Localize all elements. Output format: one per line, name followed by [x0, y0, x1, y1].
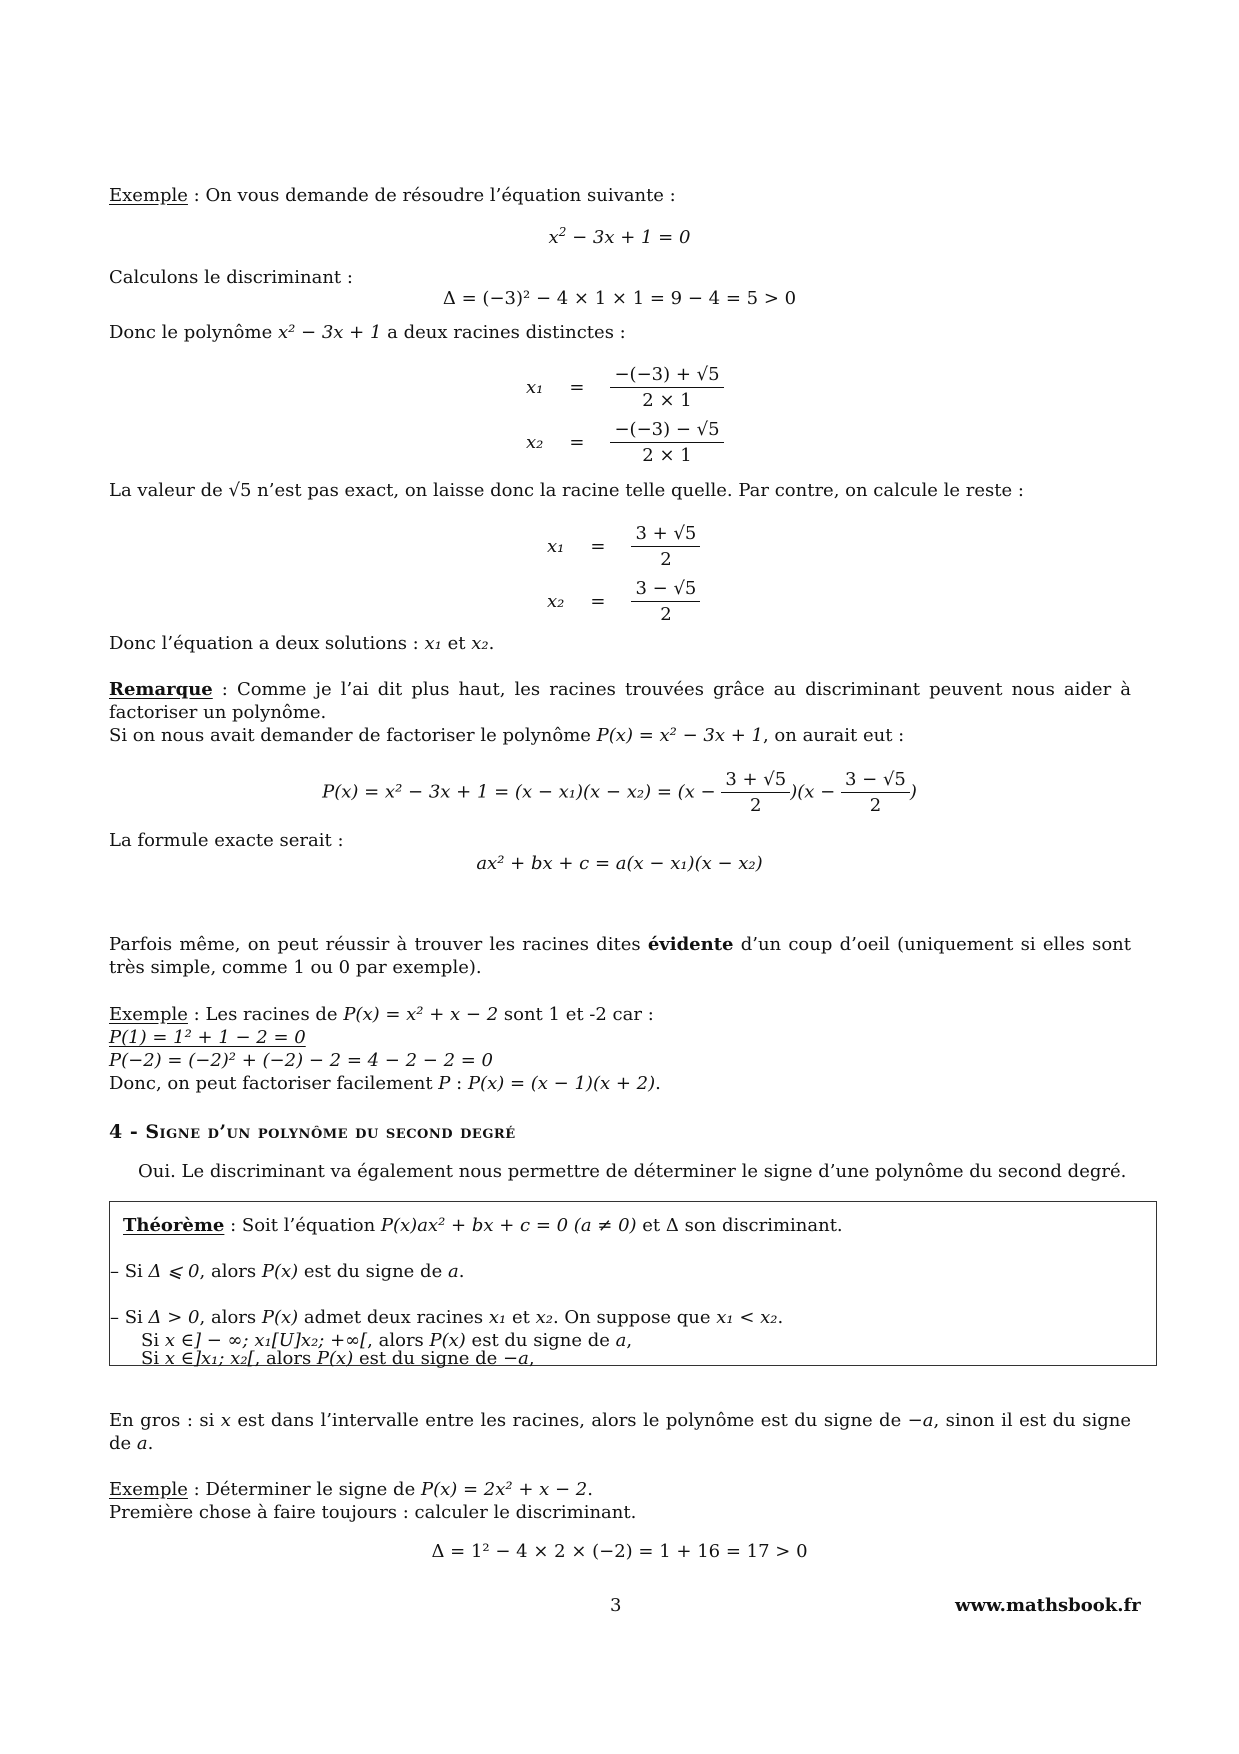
item1-b: , alors	[199, 1261, 262, 1282]
section-title: 4 - Signe d’un polynôme du second degré	[109, 1121, 516, 1143]
simplified-roots-table	[541, 519, 706, 629]
item2-px: P(x)	[261, 1307, 299, 1328]
item2-cond: Δ > 0	[148, 1307, 200, 1328]
conclusion-x1: x₁	[424, 633, 442, 654]
sqrt5-text-b: n’est pas exact, on laisse donc la racine telle quelle. Par contre, on calcule le reste :	[251, 480, 1024, 501]
sqrt5-text-a: La valeur de	[109, 480, 229, 501]
root-x2-name: x₂	[526, 432, 544, 453]
sub1-a: Si	[141, 1330, 165, 1351]
theorem-label: Théorème	[123, 1215, 225, 1236]
simpl-x2-row	[541, 574, 706, 629]
factor-frac-2-den: 2	[869, 795, 882, 816]
theorem-subitem-2	[141, 1348, 535, 1369]
factor-frac-2	[841, 768, 910, 817]
item2-c: admet deux racines	[298, 1307, 489, 1328]
root-x1-denominator: 2 × 1	[642, 390, 692, 411]
example2-line1-text: P(1) = 1² + 1 − 2 = 0	[109, 1027, 306, 1048]
evident-text-b: d’un coup d’oeil (uniquement si elles sont très simple, comme 1 ou 0 par exemple).	[109, 934, 1131, 978]
simpl-x1-name: x₁	[547, 536, 565, 557]
factor-right: )	[909, 781, 917, 803]
item2-ineq: x₁ < x₂	[716, 1307, 778, 1328]
roots-intro	[109, 321, 1131, 344]
factor-frac-1	[721, 768, 790, 817]
remark-factor-intro	[109, 724, 1131, 747]
summary-a-var: a	[136, 1433, 148, 1454]
example3-intro	[109, 1478, 1131, 1501]
example1-conclusion	[109, 632, 1131, 655]
sub2-set: x ∈]x₁; x₂[	[164, 1348, 255, 1369]
summary-neg-a: −a	[907, 1410, 934, 1431]
simpl-x1-denominator: 2	[660, 549, 672, 570]
item1-cond: Δ ⩽ 0	[148, 1261, 200, 1282]
simpl-x2-numerator: 3 − √5	[631, 577, 700, 602]
simpl-x2-name: x₂	[547, 591, 565, 612]
theorem-text-b: et Δ son discriminant.	[636, 1215, 843, 1236]
example-label: Exemple	[109, 185, 188, 206]
example2-label: Exemple	[109, 1004, 188, 1025]
summary-end: .	[147, 1433, 154, 1454]
factor-left: P(x) = x² − 3x + 1 = (x − x₁)(x − x₂) = (x −	[322, 781, 722, 803]
example2-line3-p: P	[438, 1073, 451, 1094]
sub2-var: −a	[503, 1348, 529, 1369]
root-x1-name: x₁	[526, 377, 544, 398]
roots-intro-a: Donc le polynôme	[109, 322, 278, 343]
root-x2-denominator: 2 × 1	[642, 445, 692, 466]
example3-label: Exemple	[109, 1479, 188, 1500]
example2-intro-a: : Les racines de	[187, 1004, 344, 1025]
sub1-set: x ∈] − ∞; x₁[U]x₂; +∞[	[164, 1330, 368, 1351]
simpl-x2-fraction	[631, 577, 700, 626]
page-number: 3	[610, 1595, 622, 1616]
item1-dash: – Si	[110, 1261, 149, 1282]
calc-intro: Calculons le discriminant :	[109, 267, 353, 288]
example2-intro-b: sont 1 et -2 car :	[498, 1004, 654, 1025]
simpl-x1-numerator: 3 + √5	[631, 522, 700, 547]
conclusion-text: Donc l’équation a deux solutions :	[109, 633, 425, 654]
example3-poly: P(x) = 2x² + x − 2	[420, 1479, 588, 1500]
factor-frac-2-num: 3 − √5	[841, 768, 910, 793]
factor-mid: )(x −	[790, 781, 841, 803]
theorem-equation: P(x)ax² + bx + c = 0 (a ≠ 0)	[380, 1215, 637, 1236]
sqrt5-symbol: √5	[228, 480, 252, 501]
item2-dash: – Si	[110, 1307, 149, 1328]
evident-text-a: Parfois même, on peut réussir à trouver les racines dites	[109, 934, 648, 955]
example2-line3-b: :	[450, 1073, 468, 1094]
example2-line3-a: Donc, on peut factoriser facilement	[109, 1073, 439, 1094]
summary-paragraph	[109, 1409, 1131, 1455]
sub2-px: P(x)	[316, 1348, 354, 1369]
theorem-box	[109, 1201, 1157, 1369]
evident-bold: évidente	[647, 934, 734, 955]
root-x1-eq: =	[569, 377, 585, 398]
example2-intro	[109, 1003, 1131, 1026]
example2-line2: P(−2) = (−2)² + (−2) − 2 = 4 − 2 − 2 = 0	[109, 1050, 494, 1071]
roots-formula-table	[520, 360, 730, 470]
theorem-item-2	[110, 1306, 783, 1329]
factor-intro-b: , on aurait eut :	[762, 725, 905, 746]
item1-c: est du signe de	[298, 1261, 448, 1282]
item1-end: .	[458, 1261, 465, 1282]
summary-b: est dans l’intervalle entre les racines, alors le polynôme est du signe de	[230, 1410, 908, 1431]
theorem-text-a: : Soit l’équation	[224, 1215, 381, 1236]
sub2-end: ,	[528, 1348, 535, 1369]
sub1-end: ,	[626, 1330, 633, 1351]
root-x1-numerator: −(−3) + √5	[610, 363, 723, 388]
simpl-x1-fraction	[631, 522, 700, 571]
summary-c: , sinon il est du signe de	[109, 1410, 1131, 1454]
factor-frac-1-num: 3 + √5	[721, 768, 790, 793]
simpl-x1-eq: =	[590, 536, 606, 557]
simpl-x2-eq: =	[590, 591, 606, 612]
factor-intro-a: Si on nous avait demander de factoriser le polynôme	[109, 725, 597, 746]
example3-intro-a: : Déterminer le signe de	[187, 1479, 421, 1500]
equation-main: $x^2 - 3x + 1 = 0$	[548, 225, 691, 248]
summary-x: x	[220, 1410, 231, 1431]
summary-a: En gros : si	[109, 1410, 221, 1431]
item2-et: et	[506, 1307, 536, 1328]
sub1-b: , alors	[367, 1330, 430, 1351]
sub2-a: Si	[141, 1348, 165, 1369]
section-intro: Oui. Le discriminant va également nous permettre de déterminer le signe d’une polynôme du second degré.	[138, 1161, 1127, 1182]
example1-intro	[109, 184, 1131, 207]
general-formula: ax² + bx + c = a(x − x₁)(x − x₂)	[476, 853, 763, 874]
example2-line3-end: .	[655, 1073, 661, 1094]
conclusion-end: .	[488, 633, 495, 654]
site-url: www.mathsbook.fr	[955, 1595, 1141, 1616]
example2-line3-formula: P(x) = (x − 1)(x + 2)	[467, 1073, 656, 1094]
item2-x1: x₁	[488, 1307, 507, 1328]
example1-intro-text: : On vous demande de résoudre l’équation suivante :	[187, 185, 676, 206]
example3-delta: Δ = 1² − 4 × 2 × (−2) = 1 + 16 = 17 > 0	[431, 1541, 808, 1562]
item2-x2: x₂	[535, 1307, 553, 1328]
example2-line1	[109, 1026, 1131, 1049]
equation-x: x	[548, 227, 559, 248]
theorem-item-1	[110, 1260, 464, 1283]
remark-label: Remarque	[109, 679, 213, 700]
root-x2-fraction	[610, 418, 723, 467]
example2-poly: P(x) = x² + x − 2	[343, 1004, 499, 1025]
item1-px: P(x)	[261, 1261, 299, 1282]
sub2-b: , alors	[254, 1348, 317, 1369]
conclusion-x2: x₂	[471, 633, 489, 654]
root-x2-numerator: −(−3) − √5	[610, 418, 723, 443]
evident-paragraph	[109, 933, 1131, 979]
sub2-c: est du signe de	[353, 1348, 504, 1369]
roots-poly: x² − 3x + 1	[277, 322, 382, 343]
factor-intro-poly: P(x) = x² − 3x + 1	[596, 725, 763, 746]
roots-intro-b: a deux racines distinctes :	[381, 322, 626, 343]
root-x1-fraction	[610, 363, 723, 412]
root-x2-eq: =	[569, 432, 585, 453]
factor-frac-1-den: 2	[750, 795, 762, 816]
root-x1-row	[520, 360, 730, 415]
example3-line2: Première chose à faire toujours : calculer le discriminant.	[109, 1502, 637, 1523]
formula-intro: La formule exacte serait :	[109, 830, 344, 851]
item2-d: . On suppose que	[552, 1307, 717, 1328]
sqrt5-remark	[109, 479, 1131, 502]
example2-line3	[109, 1072, 1131, 1095]
conclusion-et: et	[441, 633, 472, 654]
sub1-var: a	[615, 1330, 627, 1351]
sub1-px: P(x)	[429, 1330, 466, 1351]
simpl-x1-row	[541, 519, 706, 574]
remark-paragraph	[109, 678, 1131, 724]
item2-b: , alors	[199, 1307, 262, 1328]
factor-formula	[0, 768, 1239, 817]
sub1-c: est du signe de	[465, 1330, 616, 1351]
remark-text: : Comme je l’ai dit plus haut, les racines trouvées grâce au discriminant peuvent nous aider à factoriser un polynôme.	[109, 679, 1131, 723]
example3-intro-end: .	[587, 1479, 593, 1500]
theorem-statement	[123, 1214, 1143, 1237]
simpl-x2-denominator: 2	[660, 604, 672, 625]
item2-end: .	[777, 1307, 784, 1328]
equation-rest: − 3x + 1 = 0	[566, 227, 691, 248]
root-x2-row	[520, 415, 730, 470]
delta-line: Δ = (−3)² − 4 × 1 × 1 = 9 − 4 = 5 > 0	[442, 288, 797, 309]
item1-var: a	[447, 1261, 459, 1282]
